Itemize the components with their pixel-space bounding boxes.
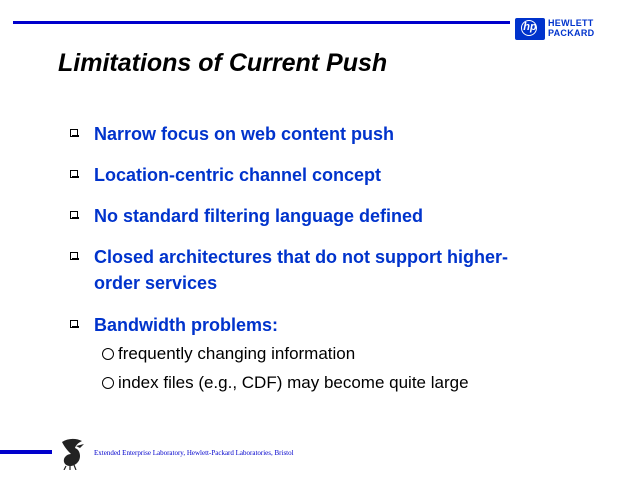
- bullet-item-1: Narrow focus on web content push: [94, 124, 395, 144]
- circle-bullet-icon: [102, 377, 114, 389]
- hp-logo: [515, 18, 630, 42]
- hp-company-name: [548, 18, 594, 38]
- circle-bullet-icon: [102, 348, 114, 360]
- bullet-icon: [70, 211, 78, 219]
- hp-company-line1: HEWLETT: [548, 18, 594, 28]
- bullet-item-4-line2: order services: [94, 273, 218, 293]
- footer-text: Extended Enterprise Laboratory, Hewlett-Packard Laboratories, Bristol: [94, 449, 294, 457]
- bullet-icon: [70, 320, 78, 328]
- bullet-icon: [70, 170, 78, 178]
- bullet-item-4-line1: Closed architectures that do not support higher-: [94, 247, 509, 267]
- bullet-item-2: Location-centric channel concept: [94, 165, 382, 185]
- header-rule: [13, 21, 510, 24]
- sub-item-2: [102, 369, 469, 397]
- hp-logo-icon: [515, 18, 545, 40]
- sub-item-1-text: frequently changing information: [118, 344, 356, 363]
- sub-item-1: [102, 340, 355, 368]
- bullet-item-3: No standard filtering language defined: [94, 206, 424, 226]
- hp-company-line2: PACKARD: [548, 28, 595, 38]
- bullet-icon: [70, 252, 78, 260]
- footer-rule: [0, 450, 52, 454]
- bird-logo-icon: [58, 436, 86, 470]
- slide-title: Limitations of Current Push: [58, 49, 388, 77]
- bullet-icon: [70, 129, 78, 137]
- bullet-item-5: Bandwidth problems:: [94, 315, 278, 335]
- hp-logo-mark-text: hp: [523, 21, 537, 33]
- sub-item-2-text: index files (e.g., CDF) may become quite large: [118, 373, 469, 392]
